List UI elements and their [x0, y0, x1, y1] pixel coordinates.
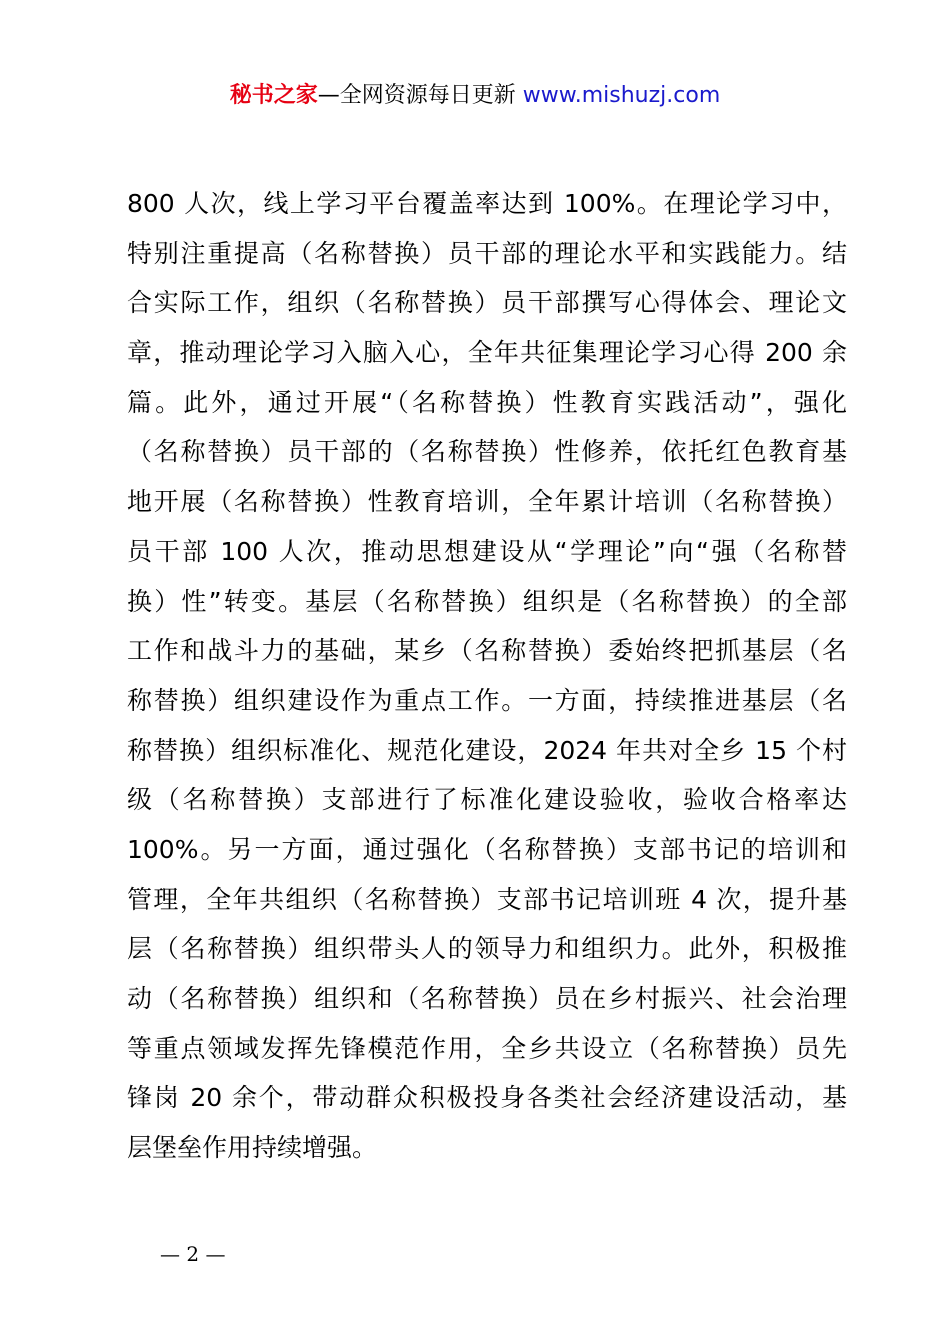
site-url-link[interactable]: www.mishuzj.com [522, 83, 721, 108]
body-line: 员干部 100 人次，推动思想建设从“学理论”向“强（名称替 [127, 536, 847, 566]
body-line: 工作和战斗力的基础，某乡（名称替换）委始终把抓基层（名 [127, 636, 847, 666]
header-tagline: —全网资源每日更新 [317, 83, 516, 108]
brand-name: 秘书之家 [229, 83, 318, 108]
body-line: 级（名称替换）支部进行了标准化建设验收，验收合格率达 [127, 785, 847, 815]
body-line: 100%。另一方面，通过强化（名称替换）支部书记的培训和 [127, 834, 847, 864]
page-number: — 2 — [160, 1242, 226, 1266]
body-line: 管理，全年共组织（名称替换）支部书记培训班 4 次，提升基 [127, 884, 847, 914]
body-line: （名称替换）员干部的（名称替换）性修养，依托红色教育基 [127, 437, 847, 467]
body-line: 特别注重提高（名称替换）员干部的理论水平和实践能力。结 [127, 238, 847, 268]
body-line: 换）性”转变。基层（名称替换）组织是（名称替换）的全部 [127, 586, 847, 616]
body-line: 层（名称替换）组织带头人的领导力和组织力。此外，积极推 [127, 934, 847, 964]
body-line: 章，推动理论学习入脑入心，全年共征集理论学习心得 200 余 [127, 338, 847, 368]
body-line: 地开展（名称替换）性教育培训，全年累计培训（名称替换） [127, 487, 847, 517]
site-header [0, 80, 950, 112]
body-line: 等重点领域发挥先锋模范作用，全乡共设立（名称替换）员先 [127, 1033, 847, 1063]
body-line: 锋岗 20 余个，带动群众积极投身各类社会经济建设活动，基 [127, 1083, 847, 1113]
body-line-last: 层堡垒作用持续增强。 [127, 1133, 378, 1163]
body-line: 合实际工作，组织（名称替换）员干部撰写心得体会、理论文 [127, 288, 847, 318]
body-line: 800 人次，线上学习平台覆盖率达到 100%。在理论学习中， [127, 189, 847, 218]
body-line: 称替换）组织建设作为重点工作。一方面，持续推进基层（名 [127, 685, 847, 715]
document-body [127, 184, 847, 1178]
body-line: 动（名称替换）组织和（名称替换）员在乡村振兴、社会治理 [127, 984, 847, 1013]
body-line: 篇。此外，通过开展“（名称替换）性教育实践活动”，强化 [127, 387, 847, 417]
body-line: 称替换）组织标准化、规范化建设，2024 年共对全乡 15 个村 [127, 735, 847, 765]
